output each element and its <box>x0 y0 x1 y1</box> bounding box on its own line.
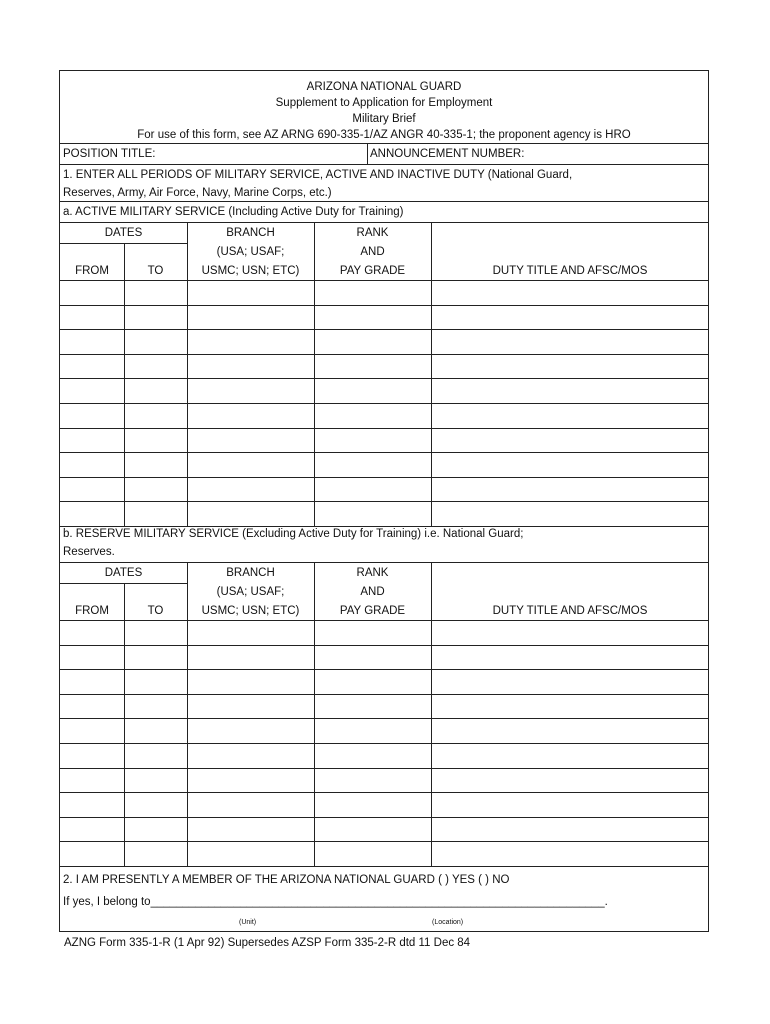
entry-cell[interactable] <box>61 355 123 378</box>
entry-cell[interactable] <box>188 744 313 767</box>
entry-cell[interactable] <box>188 379 313 402</box>
entry-cell[interactable] <box>315 281 430 304</box>
entry-cell[interactable] <box>61 646 123 669</box>
entry-cell[interactable] <box>315 842 430 865</box>
header-title: Supplement to Application for Employment <box>275 97 493 109</box>
rank-header: PAY GRADE <box>339 265 406 277</box>
entry-cell[interactable] <box>188 478 313 501</box>
entry-cell[interactable] <box>315 330 430 353</box>
entry-cell[interactable] <box>61 306 123 329</box>
duty-title-header: DUTY TITLE AND AFSC/MOS <box>492 605 648 617</box>
from-header: FROM <box>75 265 109 277</box>
entry-cell[interactable] <box>432 646 708 669</box>
entry-cell[interactable] <box>61 744 123 767</box>
entry-cell[interactable] <box>315 478 430 501</box>
entry-cell[interactable] <box>61 670 123 693</box>
entry-cell[interactable] <box>188 281 313 304</box>
entry-cell[interactable] <box>61 478 123 501</box>
form-header <box>60 71 708 143</box>
entry-cell[interactable] <box>188 621 313 644</box>
section-b-title-line1: b. RESERVE MILITARY SERVICE (Excluding Active Duty for Training) i.e. National Guard; <box>63 528 524 540</box>
entry-cell[interactable] <box>125 818 186 841</box>
entry-cell[interactable] <box>61 379 123 402</box>
entry-cell[interactable] <box>61 429 123 452</box>
section-b-title-line2: Reserves. <box>63 546 115 558</box>
divider <box>60 164 708 165</box>
entry-cell[interactable] <box>125 621 186 644</box>
entry-cell[interactable] <box>61 404 123 427</box>
to-header: TO <box>147 265 164 277</box>
table-row-line <box>60 866 708 867</box>
entry-cell[interactable] <box>61 842 123 865</box>
entry-cell[interactable] <box>188 646 313 669</box>
item1-instruction-line1: 1. ENTER ALL PERIODS OF MILITARY SERVICE, ACTIVE AND INACTIVE DUTY (National Guard, <box>63 169 573 181</box>
header-agency: ARIZONA NATIONAL GUARD <box>306 81 462 93</box>
divider <box>60 143 708 144</box>
branch-header: USMC; USN; ETC) <box>201 265 300 277</box>
branch-header: (USA; USAF; <box>216 586 285 598</box>
branch-header: USMC; USN; ETC) <box>201 605 300 617</box>
entry-cell[interactable] <box>125 793 186 816</box>
entry-cell[interactable] <box>432 793 708 816</box>
entry-cell[interactable] <box>188 330 313 353</box>
entry-cell[interactable] <box>125 404 186 427</box>
entry-cell[interactable] <box>61 818 123 841</box>
entry-cell[interactable] <box>432 744 708 767</box>
entry-cell[interactable] <box>125 453 186 476</box>
entry-cell[interactable] <box>432 502 708 525</box>
entry-cell[interactable] <box>125 330 186 353</box>
entry-cell[interactable] <box>125 646 186 669</box>
from-header: FROM <box>75 605 109 617</box>
location-caption: (Location) <box>432 919 464 926</box>
entry-cell[interactable] <box>188 306 313 329</box>
entry-cell[interactable] <box>125 695 186 718</box>
entry-cell[interactable] <box>125 670 186 693</box>
entry-cell[interactable] <box>125 478 186 501</box>
entry-cell[interactable] <box>188 818 313 841</box>
entry-cell[interactable] <box>125 744 186 767</box>
entry-cell[interactable] <box>432 453 708 476</box>
entry-cell[interactable] <box>188 355 313 378</box>
entry-cell[interactable] <box>432 404 708 427</box>
dates-header: DATES <box>104 567 143 579</box>
entry-cell[interactable] <box>188 670 313 693</box>
entry-cell[interactable] <box>432 281 708 304</box>
military-brief-form <box>59 70 709 932</box>
item1-instruction-line2: Reserves, Army, Air Force, Navy, Marine Corps, etc.) <box>63 187 332 199</box>
entry-cell[interactable] <box>61 281 123 304</box>
entry-cell[interactable] <box>188 793 313 816</box>
entry-cell[interactable] <box>315 769 430 792</box>
entry-cell[interactable] <box>125 429 186 452</box>
entry-cell[interactable] <box>61 719 123 742</box>
entry-cell[interactable] <box>125 306 186 329</box>
entry-cell[interactable] <box>315 621 430 644</box>
entry-cell[interactable] <box>432 842 708 865</box>
entry-cell[interactable] <box>315 429 430 452</box>
entry-cell[interactable] <box>188 404 313 427</box>
entry-cell[interactable] <box>315 306 430 329</box>
rank-header: AND <box>360 586 385 598</box>
header-usage-note: For use of this form, see AZ ARNG 690-335-1/AZ ANGR 40-335-1; the proponent agency is HRO <box>137 129 631 141</box>
entry-cell[interactable] <box>61 330 123 353</box>
entry-cell[interactable] <box>315 695 430 718</box>
entry-cell[interactable] <box>315 404 430 427</box>
entry-cell[interactable] <box>432 379 708 402</box>
entry-cell[interactable] <box>61 453 123 476</box>
announcement-number-label: ANNOUNCEMENT NUMBER: <box>370 148 525 160</box>
divider <box>60 562 708 563</box>
unit-caption: (Unit) <box>239 919 257 926</box>
rank-header: PAY GRADE <box>339 605 406 617</box>
unit-location-line[interactable]: If yes, I belong to_______________________________________________________________________. <box>63 896 608 908</box>
entry-cell[interactable] <box>315 379 430 402</box>
entry-cell[interactable] <box>188 502 313 525</box>
duty-title-header: DUTY TITLE AND AFSC/MOS <box>492 265 648 277</box>
entry-cell[interactable] <box>61 621 123 644</box>
divider <box>60 222 708 223</box>
form-footer: AZNG Form 335-1-R (1 Apr 92) Supersedes AZSP Form 335-2-R dtd 11 Dec 84 <box>64 937 471 949</box>
entry-cell[interactable] <box>315 453 430 476</box>
to-header: TO <box>147 605 164 617</box>
entry-cell[interactable] <box>125 379 186 402</box>
section-a-title: a. ACTIVE MILITARY SERVICE (Including Active Duty for Training) <box>63 206 404 218</box>
entry-cell[interactable] <box>432 670 708 693</box>
entry-cell[interactable] <box>432 355 708 378</box>
entry-cell[interactable] <box>188 769 313 792</box>
entry-cell[interactable] <box>432 769 708 792</box>
entry-cell[interactable] <box>125 719 186 742</box>
entry-cell[interactable] <box>432 330 708 353</box>
entry-cell[interactable] <box>125 769 186 792</box>
position-title-label: POSITION TITLE: <box>63 148 156 160</box>
entry-cell[interactable] <box>61 793 123 816</box>
branch-header: (USA; USAF; <box>216 246 285 258</box>
entry-cell[interactable] <box>125 281 186 304</box>
entry-cell[interactable] <box>125 842 186 865</box>
entry-cell[interactable] <box>432 695 708 718</box>
entry-cell[interactable] <box>432 818 708 841</box>
entry-cell[interactable] <box>188 719 313 742</box>
entry-cell[interactable] <box>315 793 430 816</box>
guard-membership-question: 2. I AM PRESENTLY A MEMBER OF THE ARIZONA NATIONAL GUARD ( ) YES ( ) NO <box>63 874 510 886</box>
rank-header: AND <box>360 246 385 258</box>
branch-header: BRANCH <box>226 227 275 239</box>
entry-cell[interactable] <box>188 695 313 718</box>
dates-header: DATES <box>104 227 143 239</box>
entry-cell[interactable] <box>315 646 430 669</box>
entry-cell[interactable] <box>315 744 430 767</box>
rank-header: RANK <box>356 227 389 239</box>
divider <box>367 143 368 164</box>
entry-cell[interactable] <box>432 429 708 452</box>
entry-cell[interactable] <box>188 453 313 476</box>
entry-cell[interactable] <box>315 818 430 841</box>
entry-cell[interactable] <box>432 621 708 644</box>
branch-header: BRANCH <box>226 567 275 579</box>
header-subtitle: Military Brief <box>352 113 416 125</box>
entry-cell[interactable] <box>315 719 430 742</box>
divider <box>60 201 708 202</box>
entry-cell[interactable] <box>125 502 186 525</box>
entry-cell[interactable] <box>61 695 123 718</box>
entry-cell[interactable] <box>432 306 708 329</box>
entry-cell[interactable] <box>125 355 186 378</box>
entry-cell[interactable] <box>61 769 123 792</box>
entry-cell[interactable] <box>61 502 123 525</box>
rank-header: RANK <box>356 567 389 579</box>
entry-cell[interactable] <box>188 429 313 452</box>
entry-cell[interactable] <box>315 502 430 525</box>
entry-cell[interactable] <box>315 670 430 693</box>
entry-cell[interactable] <box>432 478 708 501</box>
entry-cell[interactable] <box>432 719 708 742</box>
entry-cell[interactable] <box>188 842 313 865</box>
entry-cell[interactable] <box>315 355 430 378</box>
